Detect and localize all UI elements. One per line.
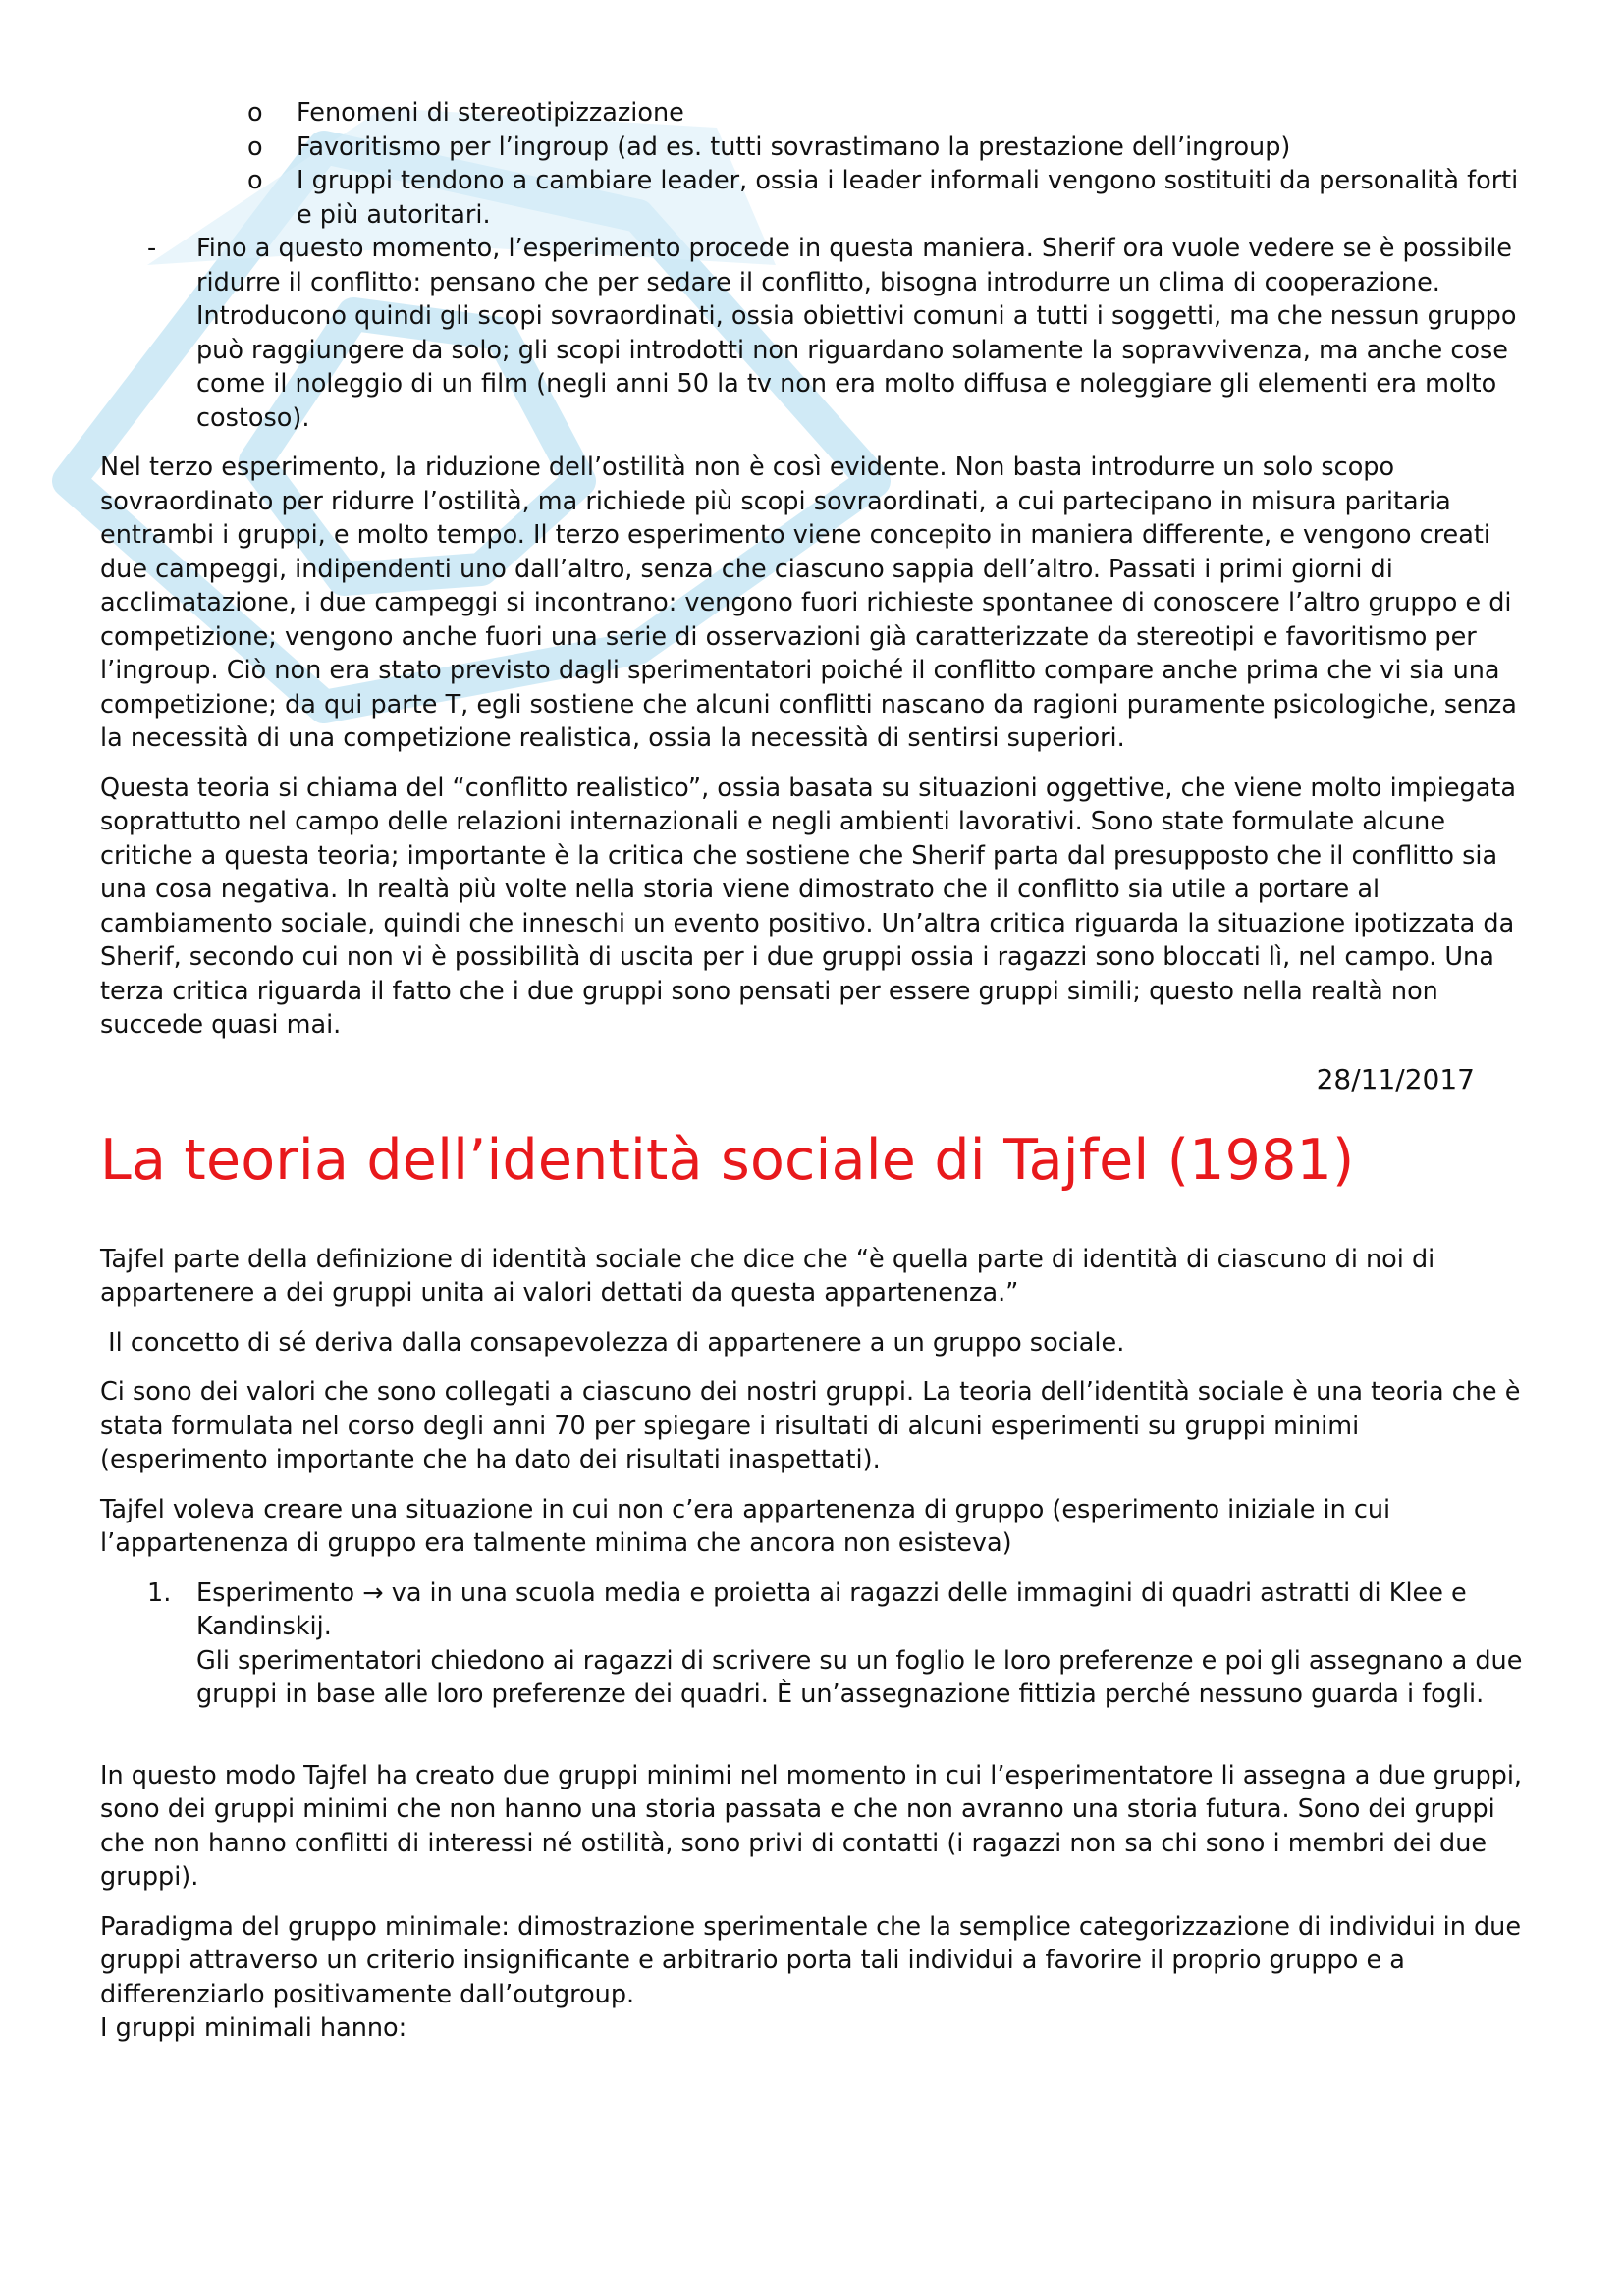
numbered-item-continuation: Gli sperimentatori chiedono ai ragazzi di scrivere su un foglio le loro preferenze e poi gli assegnano a due gruppi in base alle loro preferenze dei quadri. È un’assegnazione fittizia perché nessuno guarda i fogli. (196, 1645, 1523, 1709)
numbered-item-body (196, 1576, 1534, 1712)
document-page (100, 96, 1534, 2046)
sub-bullet-item (247, 96, 1534, 131)
sub-bullet-item (247, 131, 1534, 165)
list-number: 1. (147, 1577, 172, 1608)
body-paragraph: Paradigma del gruppo minimale: dimostrazione sperimentale che la semplice categorizzazione di individui in due gruppi attraverso un criterio insignificante e arbitrario porta tali individui a favorire il proprio gruppo e a differenziarlo positivamente dall’outgroup. (100, 1911, 1522, 2009)
body-paragraph: Tajfel parte della definizione di identità sociale che dice che “è quella parte di identità di ciascuno di noi di appartenere a dei gruppi unita ai valori dettati da questa appartenenza.” (100, 1244, 1435, 1308)
body-paragraph: Ci sono dei valori che sono collegati a ciascuno dei nostri gruppi. La teoria dell’identità sociale è una teoria che è stata formulata nel corso degli anni 70 per spiegare i risultati di alcuni esperimenti su gruppi minimi (esperimento importante che ha dato dei risultati inaspettati). (100, 1377, 1521, 1474)
numbered-list-item (147, 1576, 1534, 1712)
section-heading: La teoria dell’identità sociale di Tajfel (1981) (100, 1127, 1355, 1193)
sub-bullet-text: Favoritismo per l’ingroup (ad es. tutti sovrastimano la prestazione dell’ingroup) (297, 132, 1291, 162)
dash-bullet-text: Fino a questo momento, l’esperimento procede in questa maniera. Sherif ora vuole vedere se è possibile ridurre il conflitto: pensano che per sedare il conflitto, bisogna introdurre un clima di cooperazione. Introducono quindi gli scopi sovraordinati, ossia obiettivi comuni a tutti i soggetti, ma che nessun gruppo può raggiungere da solo; gli scopi introdotti non riguardano solamente la sopravvivenza, ma anche cose come il noleggio di un film (negli anni 50 la tv non era molto diffusa e noleggiare gli elementi era molto costoso). (196, 234, 1517, 433)
numbered-item-first-line (196, 1576, 1534, 1644)
lecture-date: 28/11/2017 (1316, 1062, 1475, 1095)
circle-bullet-icon: o (247, 166, 263, 195)
sub-bullet-item (247, 164, 1534, 232)
body-paragraph: Nel terzo esperimento, la riduzione dell’ostilità non è così evidente. Non basta introdurre un solo scopo sovraordinato per ridurre l’ostilità, ma richiede più scopi sovraordinati, a cui partecipano in misura paritaria entrambi i gruppi, e molto tempo. Il terzo esperimento viene concepito in maniera differente, e vengono creati due campeggi, indipendenti uno dall’altro, senza che ciascuno sappia dell’altro. Passati i primi giorni di acclimatazione, i due campeggi si incontrano: vengono fuori richieste spontanee di conoscere l’altro gruppo e di competizione; vengono anche fuori una serie di osservazioni già caratterizzate da stereotipi e favoritismo per l’ingroup. Ciò non era stato previsto dagli sperimentatori poiché il conflitto compare anche prima che vi sia una competizione; da qui parte T, egli sostiene che alcuni conflitti nascano da ragioni puramente psicologiche, senza la necessità di una competizione realistica, ossia la necessità di sentirsi superiori. (100, 453, 1517, 753)
right-arrow-icon: → (362, 1577, 384, 1608)
sub-bullet-list (100, 96, 1534, 232)
sub-bullet-text: Fenomeni di stereotipizzazione (297, 98, 684, 128)
numbered-item-lead: Esperimento (196, 1577, 355, 1608)
circle-bullet-icon: o (247, 98, 263, 128)
body-paragraph: Il concetto di sé deriva dalla consapevolezza di appartenere a un gruppo sociale. (100, 1327, 1125, 1358)
circle-bullet-icon: o (247, 132, 263, 162)
body-paragraph: In questo modo Tajfel ha creato due gruppi minimi nel momento in cui l’esperimentatore li assegna a due gruppi, sono dei gruppi minimi che non hanno una storia passata e che non avranno una storia futura. Sono dei gruppi che non hanno conflitti di interessi né ostilità, sono privi di contatti (i ragazzi non sa chi sono i membri dei due gruppi). (100, 1760, 1523, 1892)
final-line: I gruppi minimali hanno: (100, 2013, 407, 2043)
numbered-item-text: va in una scuola media e proietta ai ragazzi delle immagini di quadri astratti di Klee e Kandinskij. (196, 1577, 1467, 1641)
dash-bullet-icon: - (147, 234, 157, 263)
body-paragraph: Questa teoria si chiama del “conflitto realistico”, ossia basata su situazioni oggettive, che viene molto impiegata soprattutto nel campo delle relazioni internazionali e negli ambienti lavorativi. Sono state formulate alcune critiche a questa teoria; importante è la critica che sostiene che Sherif parta dal presupposto che il conflitto sia una cosa negativa. In realtà più volte nella storia viene dimostrato che il conflitto sia utile a portare al cambiamento sociale, quindi che inneschi un evento positivo. Un’altra critica riguarda la situazione ipotizzata da Sherif, secondo cui non vi è possibilità di uscita per i due gruppi ossia i ragazzi sono bloccati lì, nel campo. Una terza critica riguarda il fatto che i due gruppi sono pensati per essere gruppi simili; questo nella realtà non succede quasi mai. (100, 773, 1516, 1040)
dash-bullet-item (147, 232, 1534, 435)
body-paragraph: Tajfel voleva creare una situazione in cui non c’era appartenenza di gruppo (esperimento iniziale in cui l’appartenenza di gruppo era talmente minima che ancora non esisteva) (100, 1494, 1391, 1558)
sub-bullet-text: I gruppi tendono a cambiare leader, ossia i leader informali vengono sostituiti da personalità forti e più autoritari. (297, 166, 1519, 230)
